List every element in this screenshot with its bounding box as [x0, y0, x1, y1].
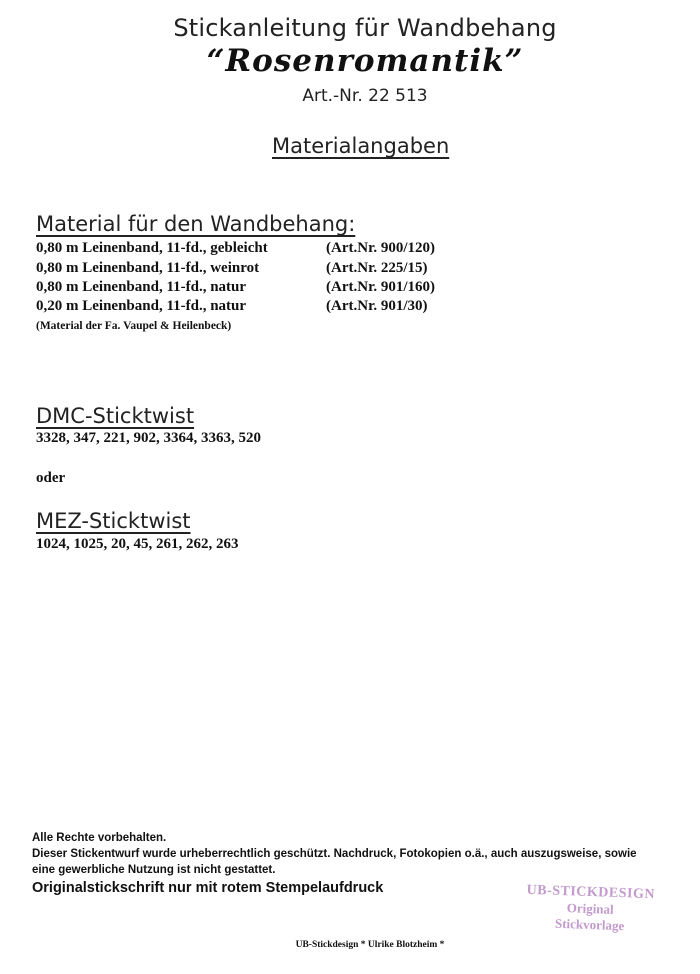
- footer-original-note: Originalstickschrift nur mit rotem Stempelaufdruck: [32, 880, 384, 896]
- material-art: (Art.Nr. 901/30): [326, 298, 428, 314]
- mez-heading: MEZ-Sticktwist: [36, 509, 191, 533]
- stamp-line: Stickvorlage: [554, 915, 625, 934]
- section-title: Materialangaben: [272, 134, 450, 158]
- stamp: [519, 883, 661, 948]
- material-note: (Material der Fa. Vaupel & Heilenbeck): [36, 320, 232, 332]
- footer-rights: Alle Rechte vorbehalten.: [32, 832, 167, 844]
- heading-line: Stickanleitung für Wandbehang: [173, 14, 557, 42]
- material-desc: 0,20 m Leinenband, 11-fd., natur: [36, 298, 247, 314]
- material-desc: 0,80 m Leinenband, 11-fd., weinrot: [36, 260, 260, 276]
- material-desc: 0,80 m Leinenband, 11-fd., gebleicht: [36, 240, 268, 256]
- material-art: (Art.Nr. 900/120): [326, 240, 436, 256]
- dmc-heading: DMC-Sticktwist: [36, 404, 195, 428]
- or-text: oder: [36, 470, 66, 486]
- material-art: (Art.Nr. 901/160): [326, 279, 436, 295]
- footer-usage: eine gewerbliche Nutzung ist nicht gestattet.: [32, 864, 276, 876]
- material-art: (Art.Nr. 225/15): [326, 260, 428, 276]
- stamp-line: Original: [566, 900, 614, 917]
- material-heading: Material für den Wandbehang:: [36, 212, 356, 236]
- bottom-signature: UB-Stickdesign * Ulrike Blotzheim *: [295, 940, 445, 950]
- dmc-values: 3328, 347, 221, 902, 3364, 3363, 520: [36, 430, 261, 446]
- footer-copyright: Dieser Stickentwurf wurde urheberrechtlich geschützt. Nachdruck, Fotokopien o.ä., auch auszugsweise, sowie: [32, 848, 637, 860]
- material-desc: 0,80 m Leinenband, 11-fd., natur: [36, 279, 247, 295]
- document-title: “Rosenromantik”: [206, 43, 524, 79]
- mez-values: 1024, 1025, 20, 45, 261, 262, 263: [36, 536, 239, 552]
- article-number: Art.-Nr. 22 513: [302, 86, 428, 106]
- stamp-line: UB-STICKDESIGN: [526, 882, 656, 903]
